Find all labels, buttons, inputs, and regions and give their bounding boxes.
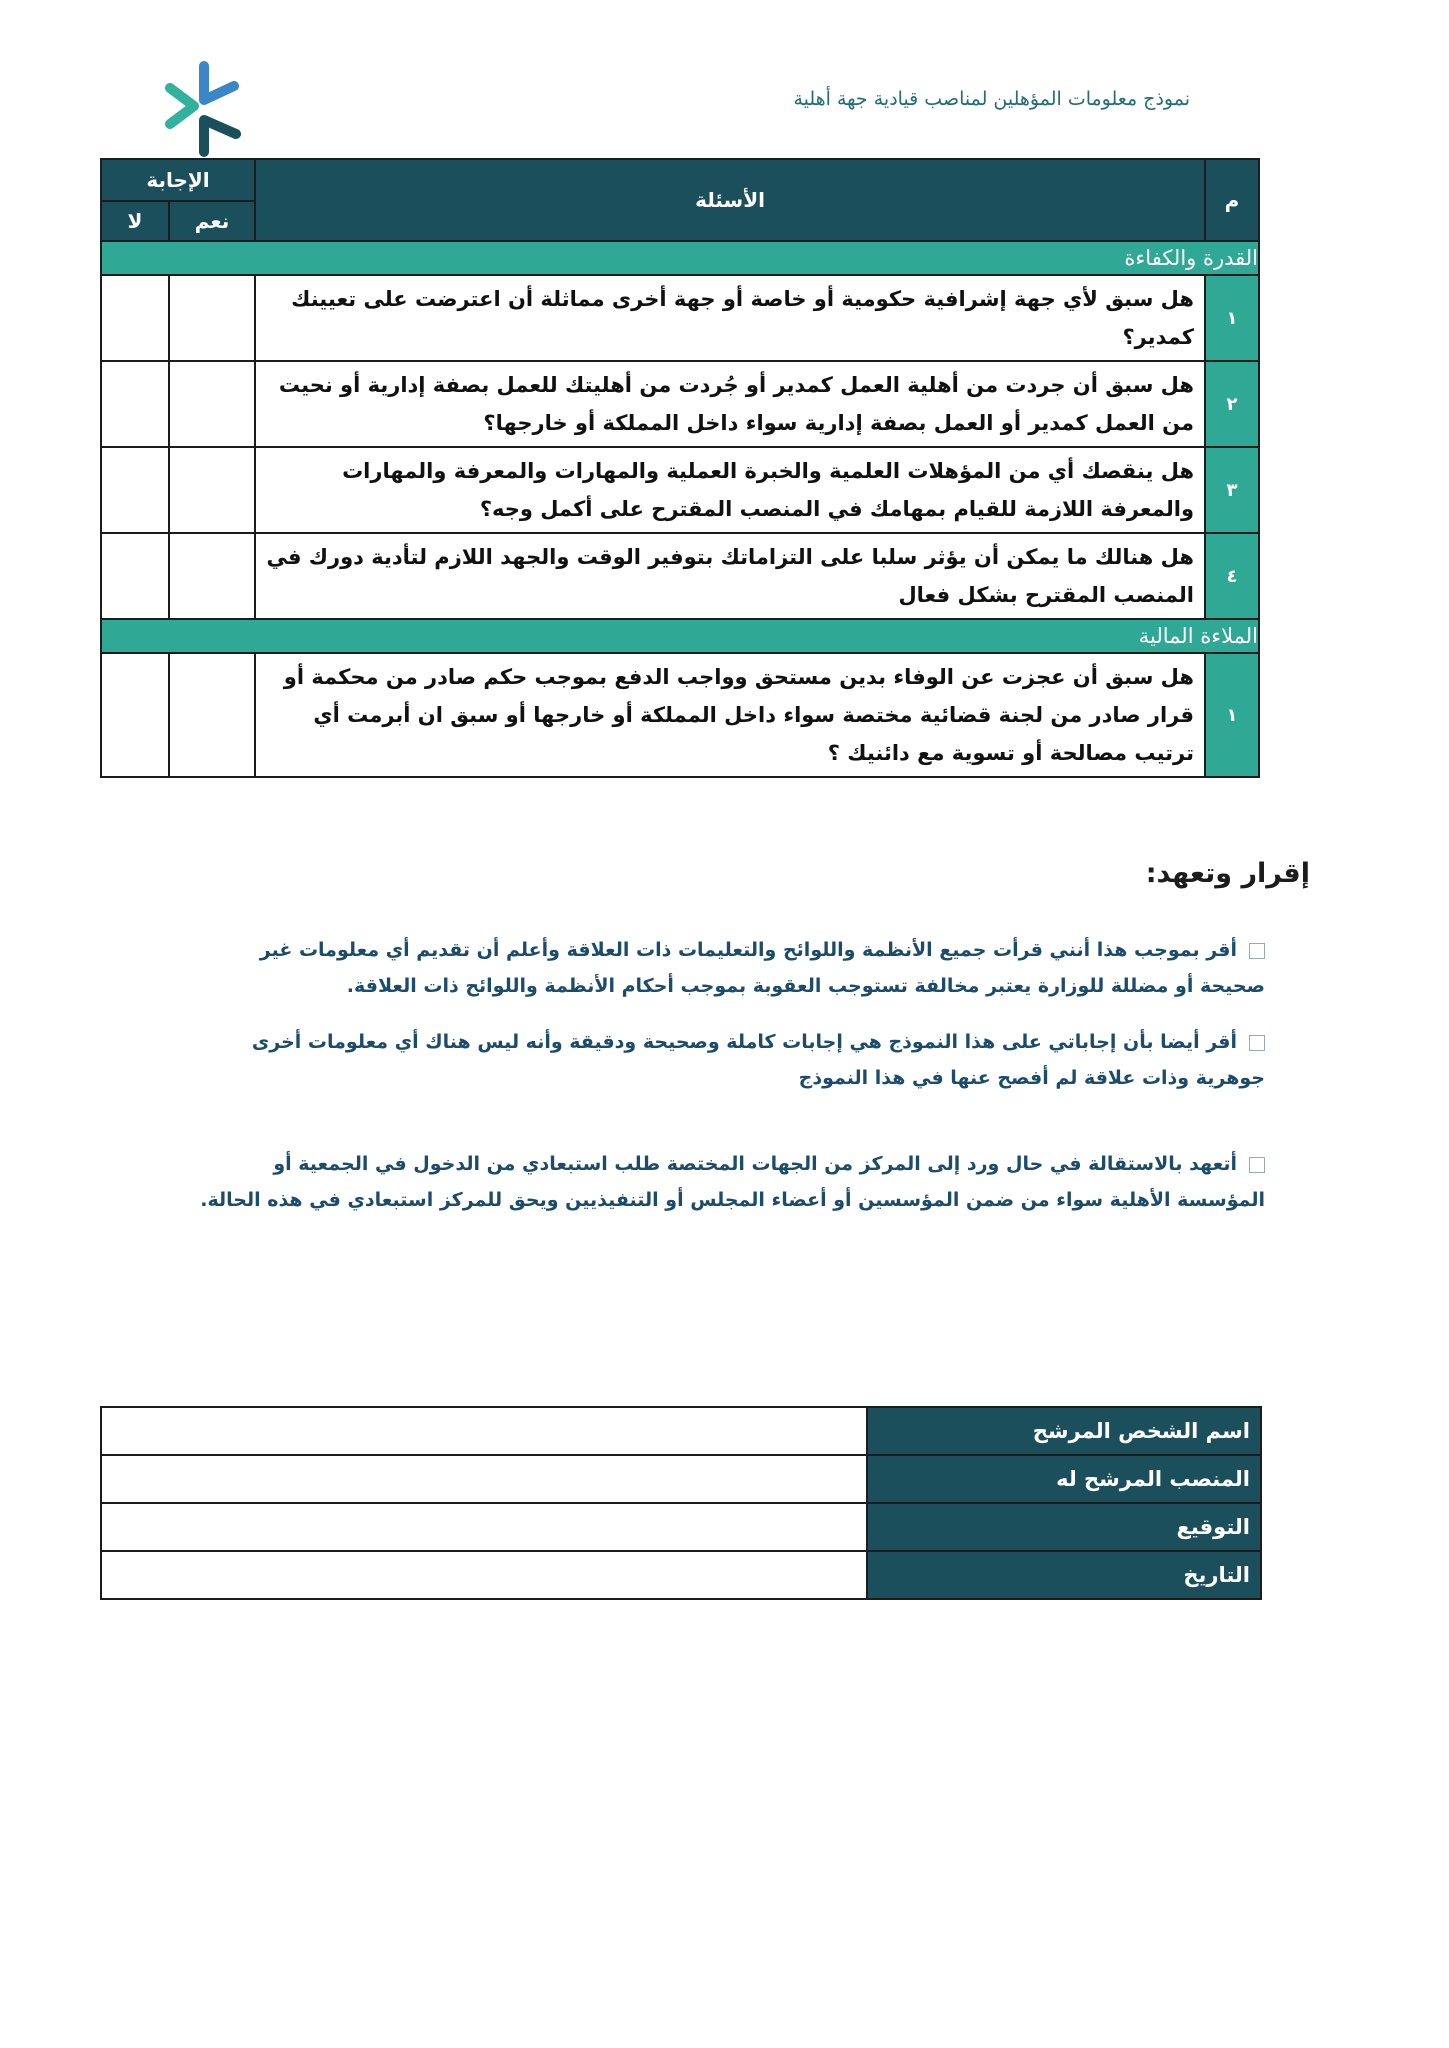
questions-table (100, 158, 1260, 778)
answer-no-cell[interactable] (101, 447, 169, 533)
question-text: هل سبق لأي جهة إشرافية حكومية أو خاصة أو جهة أخرى مماثلة أن اعترضت على تعيينك كمدير؟ (255, 275, 1205, 361)
form-title: نموذج معلومات المؤهلين لمناصب قيادية جهة أهلية (793, 88, 1190, 110)
label-candidate-name: اسم الشخص المرشح (867, 1407, 1261, 1455)
answer-no-cell[interactable] (101, 533, 169, 619)
column-header-number: م (1205, 159, 1259, 241)
column-header-questions: الأسئلة (255, 159, 1205, 241)
answer-no-cell[interactable] (101, 275, 169, 361)
section-title-capability: القدرة والكفاءة (101, 241, 1259, 275)
answer-no-cell[interactable] (101, 653, 169, 777)
column-header-yes: نعم (169, 201, 255, 241)
question-number: ٤ (1205, 533, 1259, 619)
candidate-info-table (100, 1406, 1262, 1600)
answer-no-cell[interactable] (101, 361, 169, 447)
answer-yes-cell[interactable] (169, 447, 255, 533)
nominated-position-field[interactable] (101, 1455, 867, 1503)
declaration-item (190, 1024, 1265, 1096)
declaration-text: أقر بموجب هذا أنني قرأت جميع الأنظمة واللوائح والتعليمات ذات العلاقة وأعلم أن تقديم أي معلومات غير صحيحة أو مضللة للوزارة يعتبر مخالفة تستوجب العقوبة بموجب أحكام الأنظمة واللوائح ذات العلاقة. (259, 939, 1265, 997)
signature-field[interactable] (101, 1503, 867, 1551)
question-text: هل سبق أن جردت من أهلية العمل كمدير أو جُردت من أهليتك للعمل بصفة إدارية أو نحيت من العمل كمدير أو العمل بصفة إدارية سواء داخل المملكة أو خارجها؟ (255, 361, 1205, 447)
question-number: ٢ (1205, 361, 1259, 447)
declaration-title: إقرار وتعهد: (1145, 858, 1310, 889)
checkbox[interactable] (1249, 943, 1265, 959)
answer-yes-cell[interactable] (169, 533, 255, 619)
logo-icon (164, 58, 256, 158)
column-header-answer: الإجابة (101, 159, 255, 201)
declaration-item (190, 932, 1265, 1004)
question-number: ١ (1205, 275, 1259, 361)
date-field[interactable] (101, 1551, 867, 1599)
label-nominated-position: المنصب المرشح له (867, 1455, 1261, 1503)
answer-yes-cell[interactable] (169, 275, 255, 361)
answer-yes-cell[interactable] (169, 361, 255, 447)
label-signature: التوقيع (867, 1503, 1261, 1551)
answer-yes-cell[interactable] (169, 653, 255, 777)
declaration-text: أقر أيضا بأن إجاباتي على هذا النموذج هي إجابات كاملة وصحيحة ودقيقة وأنه ليس هناك أي معلومات أخرى جوهرية وذات علاقة لم أفصح عنها في هذا النموذج (251, 1031, 1265, 1089)
question-text: هل هنالك ما يمكن أن يؤثر سلبا على التزاماتك بتوفير الوقت والجهد اللازم لتأدية دورك في المنصب المقترح بشكل فعال (255, 533, 1205, 619)
section-title-financial: الملاءة المالية (101, 619, 1259, 653)
checkbox[interactable] (1249, 1035, 1265, 1051)
question-number: ١ (1205, 653, 1259, 777)
question-text: هل سبق أن عجزت عن الوفاء بدين مستحق وواجب الدفع بموجب حكم صادر من محكمة أو قرار صادر من لجنة قضائية مختصة سواء داخل المملكة أو خارجها أو سبق ان أبرمت أي ترتيب مصالحة أو تسوية مع دائنيك ؟ (255, 653, 1205, 777)
declaration-text: أتعهد بالاستقالة في حال ورد إلى المركز من الجهات المختصة طلب استبعادي من الدخول في الجمعية أو المؤسسة الأهلية سواء من ضمن المؤسسين أو أعضاء المجلس أو التنفيذيين ويحق للمركز استبعادي في هذه الحالة. (200, 1153, 1265, 1211)
candidate-name-field[interactable] (101, 1407, 867, 1455)
checkbox[interactable] (1249, 1157, 1265, 1173)
label-date: التاريخ (867, 1551, 1261, 1599)
question-text: هل ينقصك أي من المؤهلات العلمية والخبرة العملية والمهارات والمعرفة والمهارات والمعرفة اللازمة للقيام بمهامك في المنصب المقترح على أكمل وجه؟ (255, 447, 1205, 533)
declaration-item (190, 1146, 1265, 1218)
question-number: ٣ (1205, 447, 1259, 533)
column-header-no: لا (101, 201, 169, 241)
